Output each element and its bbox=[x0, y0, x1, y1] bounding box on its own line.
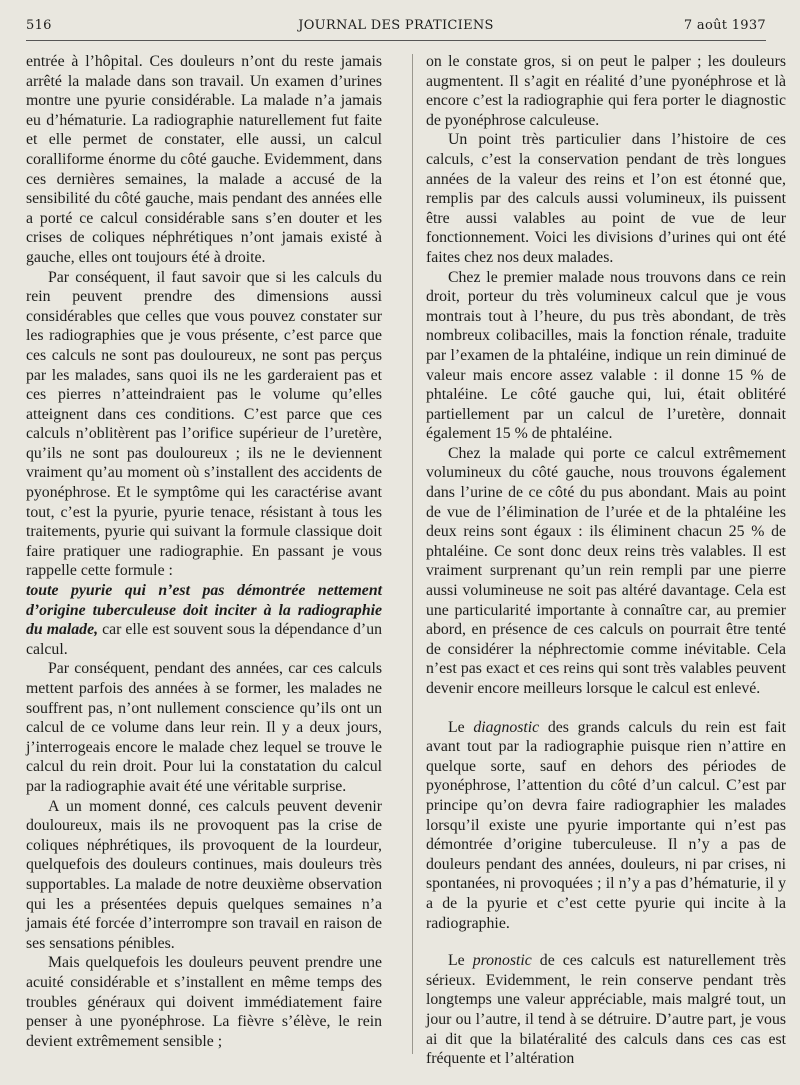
page-header bbox=[26, 14, 766, 41]
left-column bbox=[26, 52, 382, 1051]
paragraph-diagnostic bbox=[426, 718, 786, 934]
paragraph: Par conséquent, il faut savoir que si les calculs du rein peuvent prendre des dimensions aussi considérables que celles que vous pouvez constater sur les radiographies que je vous présente, c’est parce que ces calculs ne sont pas douloureux, ne sont pas perçus par les malades, sans quoi ils ne les garderaient pas et ces pierres n’atteindraient pas le volume qu’elles atteignent dans ces conditions. C’est parce que ces calculs n’oblitèrent pas l’orifice supérieur de l’uretère, qu’ils ne sont pas douloureux ; ils ne le deviennent vraiment qu’au moment où s’installent des accidents de pyonéphrose. Et le symptôme qui les caractérise avant tout, c’est la pyurie, pyurie tenace, résistant à tous les traitements, pyurie qui suivant la formule classique doit faire pratiquer une radiographie. En passant je vous rappelle cette formule : bbox=[26, 268, 382, 580]
paragraph-lead: Le bbox=[448, 952, 473, 970]
paragraph: Chez le premier malade nous trouvons dans ce rein droit, porteur du très volumineux calcul que je vous montrais tout à l’heure, du pus très abondant, de très nombreux colibacilles, mais la fonction rénale, traduite par l’examen de la phtaléine, indique un rein diminué de valeur mais encore assez valable : il donne 15 % de phtaléine. Le côté gauche qui, lui, était oblitéré partiellement par un calcul de l’uretère, donnait également 15 % de phtaléine. bbox=[426, 268, 786, 443]
section-term-pronostic: pronostic bbox=[472, 952, 532, 970]
paragraph: Mais quelquefois les douleurs peuvent prendre une acuité considérable et s’installent en même temps des troubles généraux qui doivent immédiatement faire penser à une pyonéphrose. La fièvre s’élève, le rein devient extrêmement sensible ; bbox=[26, 954, 382, 1050]
paragraph-pronostic bbox=[426, 951, 786, 1069]
paragraph: A un moment donné, ces calculs peuvent devenir douloureux, mais ils ne provoquent pas la crise de coliques néphrétiques, ils provoquent de la lourdeur, quelquefois des douleurs continues, mais douleurs très supportables. La malade de notre deuxième observation qui les a présentées depuis quelques semaines n’a jamais été forcée d’interrompre son travail en raison de ses sensations pénibles. bbox=[26, 797, 382, 952]
section-term-diagnostic: diagnostic bbox=[473, 718, 540, 736]
paragraph: entrée à l’hôpital. Ces douleurs n’ont du reste jamais arrêté la malade dans son travail. Un examen d’urines montre une pyurie considérable. La malade n’a jamais eu d’hématurie. La radiographie naturellement fut faite et elle permet de constater, elle aussi, un calcul coralliforme énorme du côté gauche. Evidemment, dans ces dernières semaines, la malade a accusé de la sensibilité du côté gauche, mais pendant des années elle a porté ce calcul considérable sans s’en douter et les crises de coliques néphrétiques n’ont jamais existé à gauche, elles ont toujours été à droite. bbox=[26, 53, 382, 266]
paragraph-continuation: car elle est souvent sous la dépendance d’un calcul. bbox=[26, 621, 382, 658]
paragraph: on le constate gros, si on peut le palper ; les douleurs augmentent. Il s’agit en réalité d’une pyonéphrose et là encore c’est la radiographie qui fera porter le diagnostic de pyonéphrose calculeuse. bbox=[426, 53, 786, 129]
paragraph: Un point très particulier dans l’histoire de ces calculs, c’est la conservation pendant de très longues années de la valeur des reins et l’on est étonné que, remplis par des calculs aussi volumineux, ils puissent être aussi valables au point de vue de leur fonctionnement. Voici les divisions d’urines qui ont été faites chez nos deux malades. bbox=[426, 131, 786, 266]
paragraph: Chez la malade qui porte ce calcul extrêmement volumineux du côté gauche, nous trouvons également dans l’urine de ce côté du pus abondant. Mais au point de vue de l’élimination de l’urée et de la phtaléine les deux reins sont égaux : ils éliminent chacun 25 % de phtaléine. Ce sont donc deux reins très valables. Il est vraiment surprenant qu’un rein rempli par une pierre aussi volumineuse ne soit pas altéré davantage. Cela est une particularité importante à connaître car, au premier abord, en présence de ces calculs on pourrait être tenté de considérer la néphrectomie comme inévitable. Cela n’est pas exact et ces reins qui sont très valables peuvent devenir encore meilleurs lorsque le calcul est enlevé. bbox=[426, 444, 786, 697]
paragraph-lead: Le bbox=[448, 718, 474, 736]
column-divider bbox=[412, 54, 413, 1054]
journal-title: JOURNAL DES PRATICIENS bbox=[298, 18, 494, 33]
paragraph-formula bbox=[26, 581, 382, 659]
page-number: 516 bbox=[26, 18, 52, 33]
paragraph: Par conséquent, pendant des années, car ces calculs mettent parfois des années à se former, les malades ne souffrent pas, n’ont nullement conscience qu’ils ont un calcul de ce volume dans leur rein. Il y a deux jours, j’interrogeais encore le malade chez lequel se trouve le calcul du rein droit. Pour lui la constatation du calcul par la radiographie avait été une véritable surprise. bbox=[26, 660, 382, 795]
paragraph-body: de ces calculs est naturellement très sérieux. Evidemment, le rein conserve pendant très longtemps une valeur appréciable, mais malgré tout, un jour ou l’autre, il tend à se détruire. D’autre part, je vous ai dit que la bilatéralité des calculs dans ces cas est fréquente et l’altération bbox=[426, 952, 786, 1068]
paragraph-body: des grands calculs du rein est fait avant tout par la radiographie puisque rien n’attire en quelque sorte, sauf en dehors des périodes de pyonéphrose, l’attention du côté d’un calcul. C’est par principe qu’on devra faire radiographier les malades lorsqu’il existe une pyurie importante qui n’est pas démontrée d’origine tuberculeuse. Il n’y a pas de douleurs pendant des années, douleurs, ni par crises, ni spontanées, ni provoquées ; il n’y a pas d’hématurie, il y a de la pyurie et c’est cette pyurie qui incite à la radiographie. bbox=[426, 718, 786, 932]
issue-date: 7 août 1937 bbox=[683, 18, 766, 33]
emphasized-formula: toute pyurie qui n’est pas démontrée nettement d’origine tuberculeuse doit inciter à la radiographie du malade, bbox=[26, 582, 382, 639]
right-column bbox=[426, 52, 786, 1069]
